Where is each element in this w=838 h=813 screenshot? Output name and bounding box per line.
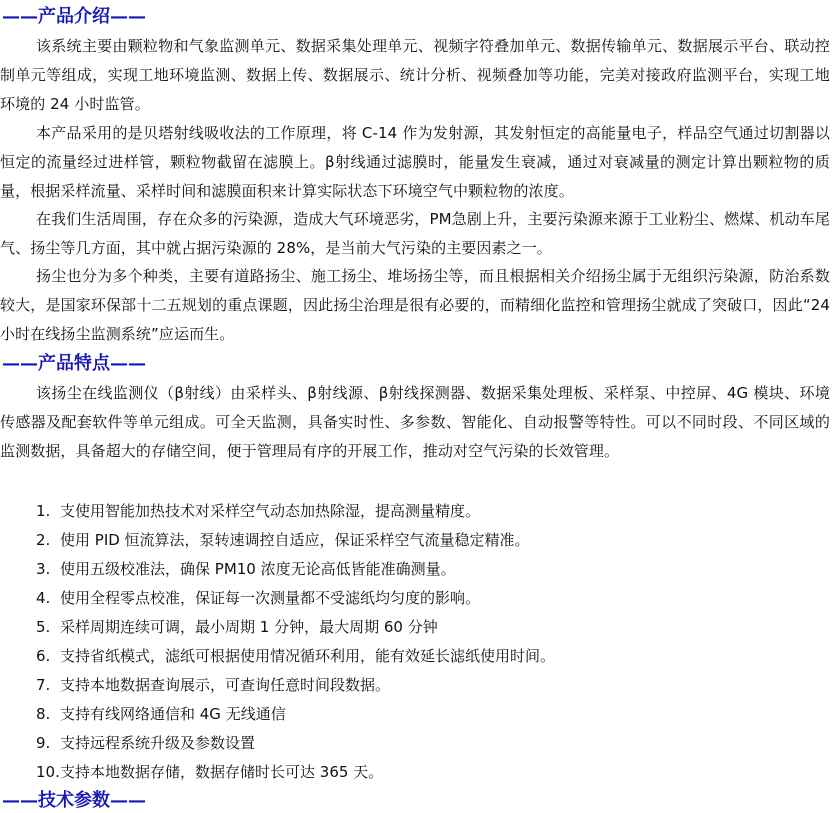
intro-paragraph-3: 在我们生活周围，存在众多的污染源，造成大气环境恶劣，PM急剧上升，主要污染源来源于工业粉尘、燃煤、机动车尾气、扬尘等几方面，其中就占据污染源的 28%，是当前大气污染的主要因素之一。 (0, 210, 830, 257)
feature-item (36, 497, 555, 526)
feature-text: 使用五级校准法，确保 PM10 浓度无论高低皆能准确测量。 (60, 560, 456, 578)
feature-number: 3. (36, 560, 51, 578)
feature-text: 支持本地数据存储，数据存储时长可达 365 天。 (60, 763, 384, 781)
feature-number: 2. (36, 531, 51, 549)
feature-item (36, 555, 555, 584)
feature-number: 7. (36, 676, 51, 694)
features-list (36, 497, 555, 787)
feature-item (36, 526, 555, 555)
section-heading-intro: ——产品介绍—— (2, 6, 146, 27)
features-paragraph: 该扬尘在线监测仪（β射线）由采样头、β射线源、β射线探测器、数据采集处理板、采样泵、中控屏、4G 模块、环境传感器及配套软件等单元组成。可全天监测，具备实时性、多参数、智能化、自动报警等特性。可以不同时段、不同区域的监测数据，具备超大的存储空间，便于管理局有序的开展工作，推动对空气污染的长效管理。 (0, 384, 830, 460)
feature-item (36, 584, 555, 613)
feature-text: 使用全程零点校准，保证每一次测量都不受滤纸均匀度的影响。 (60, 589, 481, 607)
feature-item (36, 700, 555, 729)
feature-item (36, 758, 555, 787)
intro-paragraph-1: 该系统主要由颗粒物和气象监测单元、数据采集处理单元、视频字符叠加单元、数据传输单元、数据展示平台、联动控制单元等组成，实现工地环境监测、数据上传、数据展示、统计分析、视频叠加等功能，完美对接政府监测平台，实现工地环境的 24 小时监管。 (0, 37, 830, 113)
feature-number: 6. (36, 647, 51, 665)
feature-item (36, 729, 555, 758)
feature-number: 10. (36, 763, 60, 781)
feature-text: 支持远程系统升级及参数设置 (60, 734, 256, 752)
feature-text: 采样周期连续可调，最小周期 1 分钟，最大周期 60 分钟 (60, 618, 438, 636)
section-heading-specs: ——技术参数—— (2, 790, 146, 811)
feature-item (36, 613, 555, 642)
feature-number: 1. (36, 502, 51, 520)
feature-number: 8. (36, 705, 51, 723)
intro-paragraph-2: 本产品采用的是贝塔射线吸收法的工作原理，将 C-14 作为发射源，其发射恒定的高能量电子，样品空气通过切割器以恒定的流量经过进样管，颗粒物截留在滤膜上。β射线通过滤膜时，能量发生衰减，通过对衰减量的测定计算出颗粒物的质量，根据采样流量、采样时间和滤膜面积来计算实际状态下环境空气中颗粒物的浓度。 (0, 124, 830, 200)
feature-text: 支使用智能加热技术对采样空气动态加热除湿，提高测量精度。 (60, 502, 481, 520)
feature-text: 支持省纸模式，滤纸可根据使用情况循环利用，能有效延长滤纸使用时间。 (60, 647, 556, 665)
section-heading-features: ——产品特点—— (2, 353, 146, 374)
feature-text: 支持有线网络通信和 4G 无线通信 (60, 705, 286, 723)
feature-item (36, 671, 555, 700)
feature-number: 5. (36, 618, 51, 636)
feature-number: 9. (36, 734, 51, 752)
feature-number: 4. (36, 589, 51, 607)
feature-item (36, 642, 555, 671)
feature-text: 使用 PID 恒流算法，泵转速调控自适应，保证采样空气流量稳定精准。 (60, 531, 530, 549)
feature-text: 支持本地数据查询展示，可查询任意时间段数据。 (60, 676, 391, 694)
intro-paragraph-4: 扬尘也分为多个种类，主要有道路扬尘、施工扬尘、堆场扬尘等，而且根据相关介绍扬尘属于无组织污染源，防治系数较大，是国家环保部十二五规划的重点课题，因此扬尘治理是很有必要的，而精细化监控和管理扬尘就成了突破口，因此“24 小时在线扬尘监测系统”应运而生。 (0, 267, 830, 343)
